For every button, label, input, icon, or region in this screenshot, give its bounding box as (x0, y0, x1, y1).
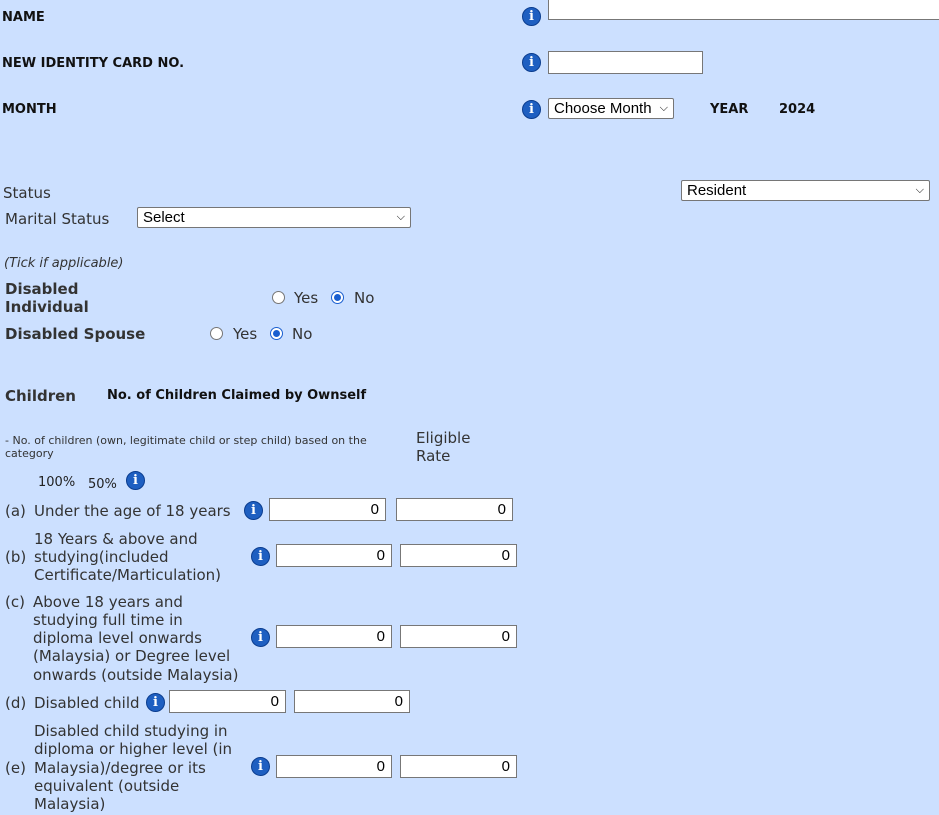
row-c-text-4: (Malaysia) or Degree level (33, 647, 231, 665)
row-c-full-input[interactable] (276, 625, 392, 648)
row-a-letter: (a) (5, 502, 26, 520)
disabled-individual-yes-label: Yes (294, 289, 319, 307)
row-c-text-5: onwards (outside Malaysia) (33, 666, 239, 684)
tick-note: (Tick if applicable) (4, 256, 124, 271)
row-d-info-icon[interactable]: i (146, 693, 165, 712)
rate-50-label: 50% (88, 477, 117, 492)
row-e-full-input[interactable] (276, 755, 392, 778)
row-e-info-icon[interactable]: i (251, 757, 270, 776)
row-a-half-input[interactable] (396, 498, 513, 521)
row-c-info-icon[interactable]: i (251, 628, 270, 647)
ic-info-icon[interactable]: i (522, 53, 541, 72)
row-b-info-icon[interactable]: i (251, 547, 270, 566)
row-b-full-input[interactable] (276, 544, 392, 567)
row-b-text-2: studying(included (34, 548, 169, 566)
rate-100-label: 100% (38, 475, 76, 490)
month-label: MONTH (2, 102, 57, 117)
row-c-text-3: diploma level onwards (33, 629, 202, 647)
row-a-text: Under the age of 18 years (34, 502, 231, 520)
ic-label: NEW IDENTITY CARD NO. (2, 56, 185, 71)
row-e-text-3: Malaysia)/degree or its (34, 759, 206, 777)
row-b-letter: (b) (5, 548, 27, 566)
children-title: Children (5, 387, 76, 405)
row-c-text-2: studying full time in (33, 611, 183, 629)
row-a-info-icon[interactable]: i (244, 501, 263, 520)
disabled-spouse-no-radio[interactable] (270, 327, 283, 340)
disabled-individual-no-radio[interactable] (331, 291, 344, 304)
disabled-spouse-yes-label: Yes (233, 325, 258, 343)
row-e-half-input[interactable] (400, 755, 517, 778)
disabled-spouse-label: Disabled Spouse (5, 325, 146, 343)
row-e-text-5: Malaysia) (34, 795, 106, 813)
children-claimed-label: No. of Children Claimed by Ownself (107, 388, 367, 403)
disabled-individual-yes-radio[interactable] (272, 291, 285, 304)
children-desc-1: - No. of children (own, legitimate child or step child) based on the (5, 434, 367, 447)
row-c-text-1: Above 18 years and (33, 593, 183, 611)
eligible-rate-label-2: Rate (416, 447, 451, 465)
row-d-text: Disabled child (34, 694, 140, 712)
row-d-half-input[interactable] (294, 690, 410, 713)
children-desc-2: category (5, 447, 54, 460)
month-info-icon[interactable]: i (522, 100, 541, 119)
eligible-rate-label-1: Eligible (416, 429, 471, 447)
disabled-individual-no-label: No (354, 289, 375, 307)
row-e-text-4: equivalent (outside (34, 777, 180, 795)
chevron-down-icon: ⌵ (396, 211, 405, 223)
marital-status-label: Marital Status (5, 210, 110, 228)
year-value: 2024 (779, 102, 816, 117)
rate-info-icon[interactable]: i (126, 471, 145, 490)
row-b-text-1: 18 Years & above and (34, 530, 198, 548)
chevron-down-icon: ⌵ (915, 184, 924, 196)
row-c-letter: (c) (5, 593, 25, 611)
disabled-individual-label-1: Disabled (5, 280, 79, 298)
status-select[interactable]: Resident ⌵ (681, 180, 930, 201)
status-label: Status (3, 184, 51, 202)
name-label: NAME (2, 10, 45, 25)
ic-input[interactable] (548, 51, 703, 74)
row-e-text-1: Disabled child studying in (34, 722, 228, 740)
row-d-full-input[interactable] (169, 690, 286, 713)
marital-status-select[interactable]: Select ⌵ (137, 207, 411, 228)
row-b-text-3: Certificate/Marticulation) (34, 566, 222, 584)
chevron-down-icon: ⌵ (659, 102, 668, 114)
name-info-icon[interactable]: i (522, 7, 541, 26)
row-c-half-input[interactable] (400, 625, 517, 648)
row-e-letter: (e) (5, 759, 26, 777)
year-label: YEAR (710, 102, 749, 117)
name-input[interactable] (548, 0, 939, 20)
month-select[interactable]: Choose Month ⌵ (548, 98, 674, 119)
disabled-individual-label-2: Individual (5, 298, 89, 316)
row-b-half-input[interactable] (400, 544, 517, 567)
row-d-letter: (d) (5, 694, 27, 712)
row-e-text-2: diploma or higher level (in (34, 740, 233, 758)
row-a-full-input[interactable] (269, 498, 386, 521)
disabled-spouse-yes-radio[interactable] (210, 327, 223, 340)
disabled-spouse-no-label: No (292, 325, 313, 343)
